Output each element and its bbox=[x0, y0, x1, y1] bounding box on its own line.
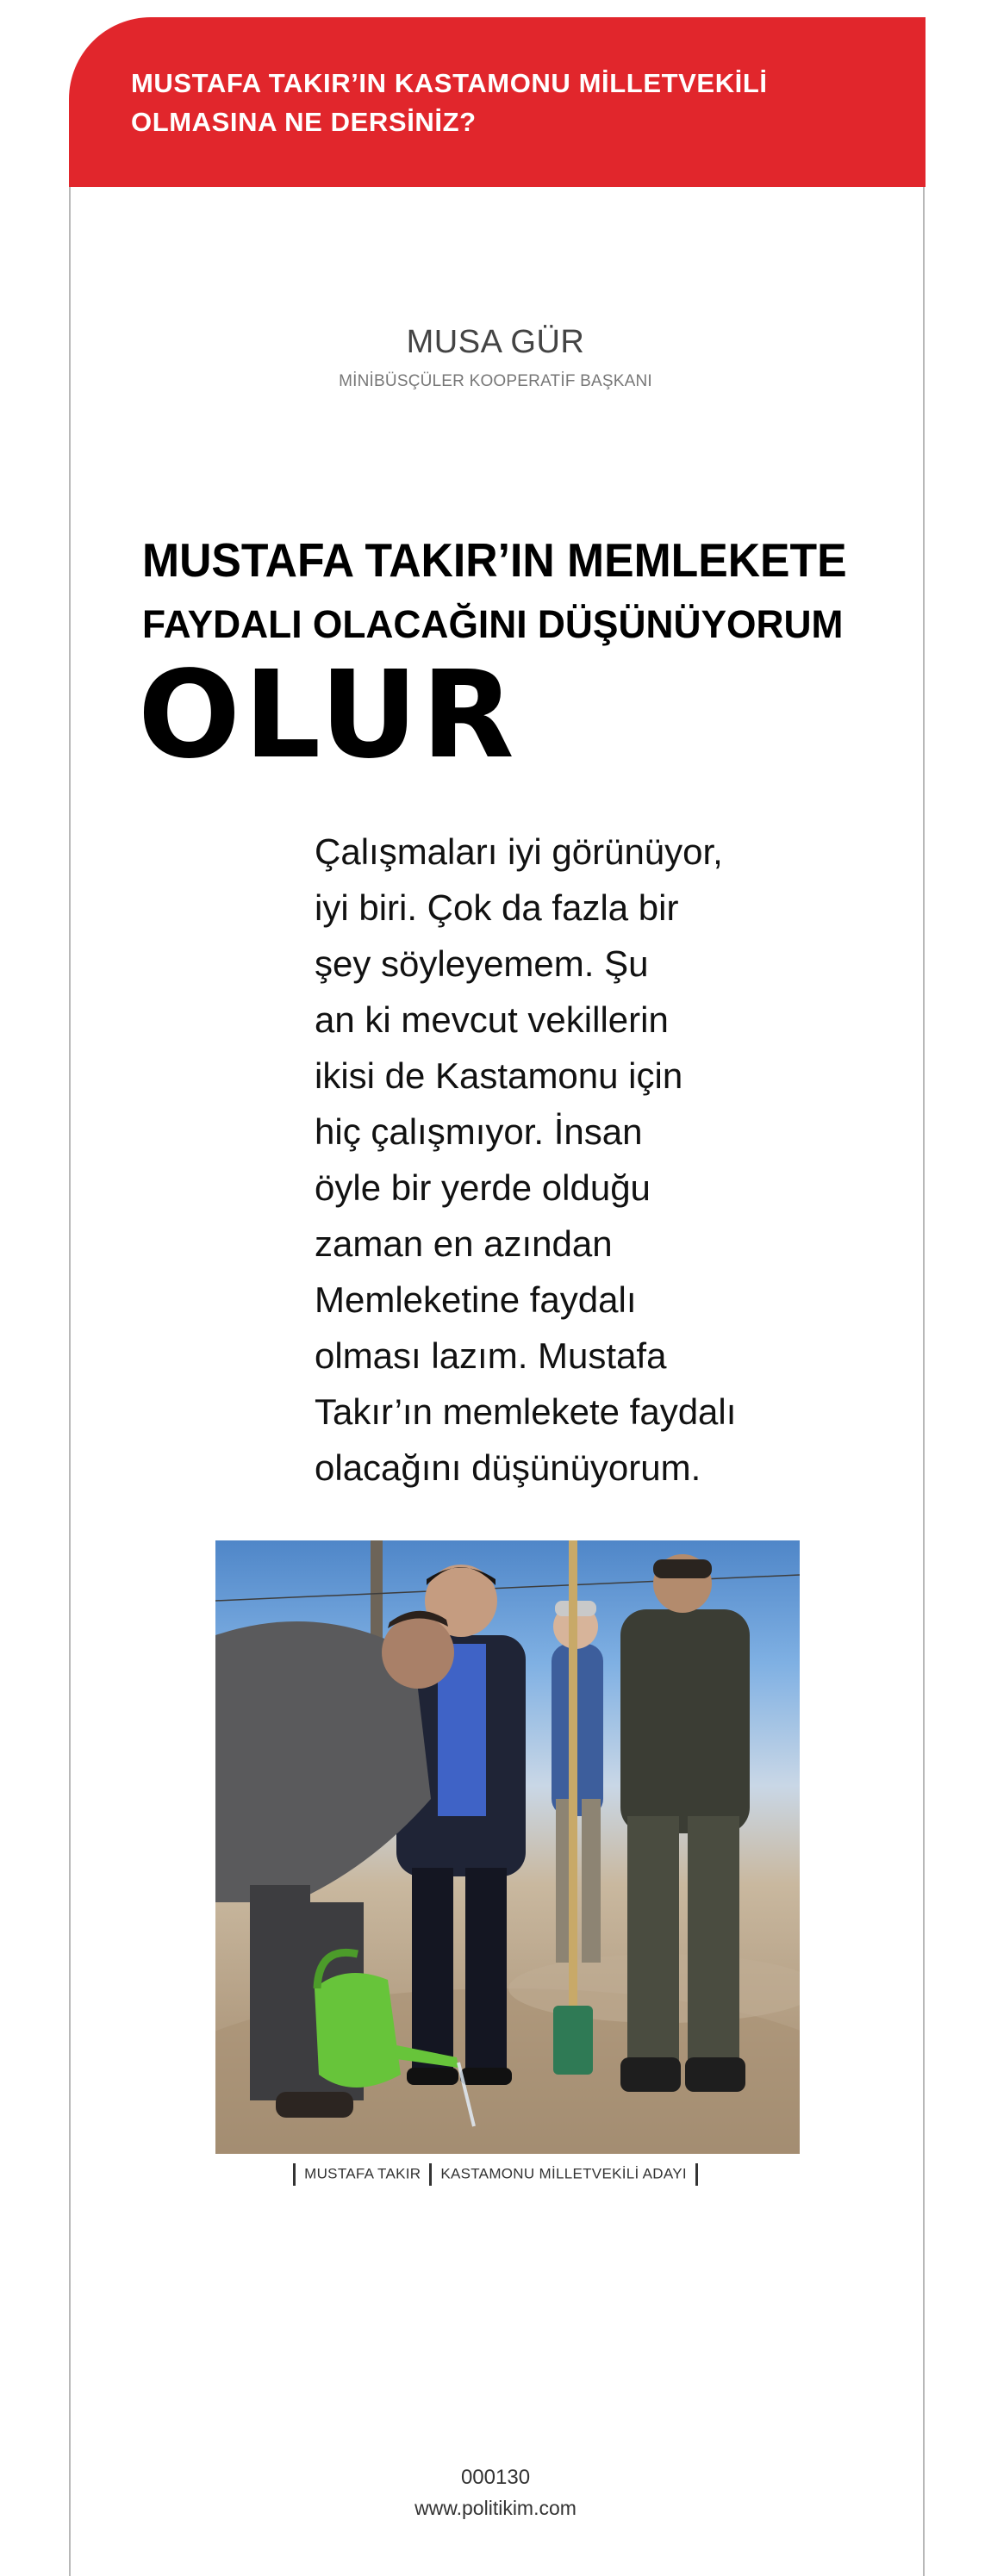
headline-line-1: MUSTAFA TAKIR’IN MEMLEKETE bbox=[142, 533, 847, 587]
caption-name: MUSTAFA TAKIR bbox=[304, 2165, 421, 2182]
frame-left-border bbox=[69, 187, 71, 2576]
person-name: MUSA GÜR bbox=[406, 324, 585, 360]
caption-separator bbox=[293, 2163, 296, 2186]
frame-right-border bbox=[923, 187, 925, 2576]
headline bbox=[142, 526, 901, 655]
person-title: MİNİBÜSÇÜLER KOOPERATİF BAŞKANI bbox=[339, 372, 652, 390]
caption-role: KASTAMONU MİLLETVEKİLİ ADAYI bbox=[440, 2165, 687, 2182]
photo-illustration bbox=[215, 1540, 800, 2154]
headline-line-2: FAYDALI OLACAĞINI DÜŞÜNÜYORUM bbox=[142, 602, 844, 646]
photo-caption bbox=[0, 2163, 991, 2186]
banner-title: MUSTAFA TAKIR’IN KASTAMONU MİLLETVEKİLİ OLMASINA NE DERSİNİZ? bbox=[131, 68, 768, 137]
candidate-photo bbox=[215, 1540, 800, 2154]
verdict-answer: OLUR bbox=[138, 645, 518, 786]
footer-code: 000130 bbox=[460, 2466, 531, 2489]
header-banner bbox=[69, 17, 926, 187]
footer-website-link[interactable]: www.politikim.com bbox=[414, 2497, 577, 2519]
caption-separator bbox=[429, 2163, 432, 2186]
caption-separator bbox=[695, 2163, 698, 2186]
quote-text: Çalışmaları iyi görünüyor, iyi biri. Çok da fazla bir şey söyleyemem. Şu an ki mevcut vekillerin ikisi de Kastamonu için hiç çalışmıyor. İnsan öyle bir yerde olduğu zaman en azından Memleketine faydalı olması lazım. Mustafa Takır’ın memlekete faydalı olacağını düşünüyorum. bbox=[315, 831, 737, 1488]
